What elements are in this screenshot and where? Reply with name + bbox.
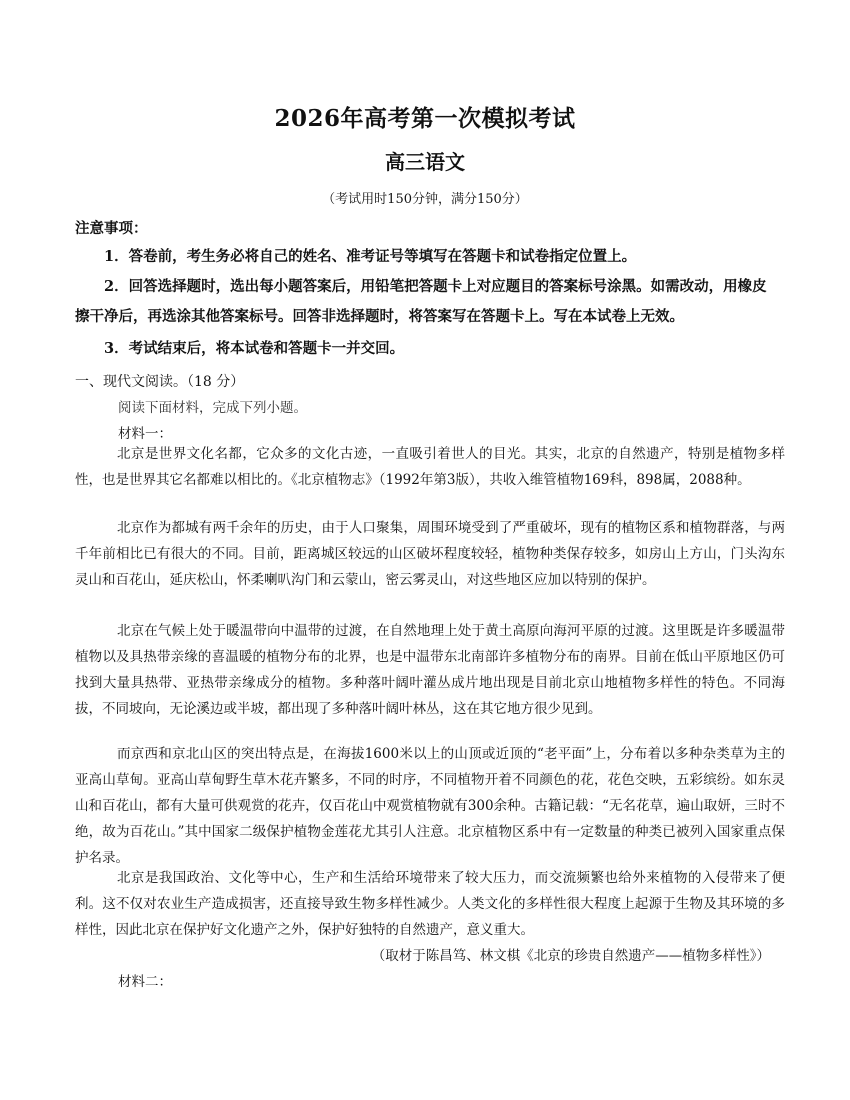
material-source: （取材于陈昌笃、林文棋《北京的珍贵自然遗产——植物多样性》）	[371, 948, 770, 964]
material-paragraph: 北京作为都城有两千余年的历史，由于人口聚集，周围环境受到了严重破坏，现有的植物区系和植物群落，与两千年前相比已有很大的不同。目前，距离城区较远的山区破坏程度较轻，植物种类保存较多，如房山上方山，门头沟东灵山和百花山，延庆松山，怀柔喇叭沟门和云蒙山，密云雾灵山，对这些地区应加以特别的保护。	[75, 520, 785, 588]
exam-time-info: （考试用时150分钟，满分150分）	[322, 192, 528, 207]
material-two-label: 材料二：	[118, 974, 172, 990]
notice-item-2: 2．回答选择题时，选出每小题答案后，用铅笔把答题卡上对应题目的答案标号涂黑。如需改动，用橡皮擦干净后，再选涂其他答案标号。回答非选择题时，将答案写在答题卡上。写在本试卷上无效。	[75, 278, 767, 325]
material-paragraph: 北京是世界文化名都，它众多的文化古迹，一直吸引着世人的目光。其实，北京的自然遗产，特别是植物多样性，也是世界其它名都难以相比的。《北京植物志》（1992年第3版），共收入维管植物169科，898属，2088种。	[75, 446, 785, 488]
notice-item-3: 3．考试结束后，将本试卷和答题卡一并交回。	[104, 340, 405, 357]
notice-heading: 注意事项：	[75, 220, 148, 237]
material-one-label: 材料一：	[118, 426, 172, 442]
reading-instruction: 阅读下面材料，完成下列小题。	[118, 400, 307, 416]
exam-subtitle: 高三语文	[385, 150, 465, 174]
section-heading: 一、现代文阅读。（18 分）	[75, 374, 245, 390]
exam-title: 2026年高考第一次模拟考试	[274, 105, 576, 132]
material-paragraph: 北京在气候上处于暖温带向中温带的过渡，在自然地理上处于黄土高原向海河平原的过渡。这里既是许多暖温带植物以及具热带亲缘的喜温暖的植物分布的北界，也是中温带东北南部许多植物分布的南界。目前在低山平原地区仍可找到大量具热带、亚热带亲缘成分的植物。多种落叶阔叶灌丛成片地出现是目前北京山地植物多样性的特色。不同海拔，不同坡向，无论溪边或半坡，都出现了多种落叶阔叶林丛，这在其它地方很少见到。	[75, 623, 785, 717]
material-paragraph: 北京是我国政治、文化等中心，生产和生活给环境带来了较大压力，而交流频繁也给外来植物的入侵带来了便利。这不仅对农业生产造成损害，还直接导致生物多样性减少。人类文化的多样性很大程度上起源于生物及其环境的多样性，因此北京在保护好文化遗产之外，保护好独特的自然遗产，意义重大。	[75, 870, 785, 938]
notice-item-1: 1．答卷前，考生务必将自己的姓名、准考证号等填写在答题卡和试卷指定位置上。	[104, 248, 637, 265]
material-paragraph: 而京西和京北山区的突出特点是，在海拔1600米以上的山顶或近顶的“老平面”上，分布着以多种杂类草为主的亚高山草甸。亚高山草甸野生草木花卉繁多，不同的时序，不同植物开着不同颜色的花，花色交映，五彩缤纷。如东灵山和百花山，都有大量可供观赏的花卉，仅百花山中观赏植物就有300余种。古籍记载：“无名花草，遍山取妍，三时不绝，故为百花山。”其中国家二级保护植物金莲花尤其引人注意。北京植物区系中有一定数量的种类已被列入国家重点保护名录。	[75, 746, 785, 866]
